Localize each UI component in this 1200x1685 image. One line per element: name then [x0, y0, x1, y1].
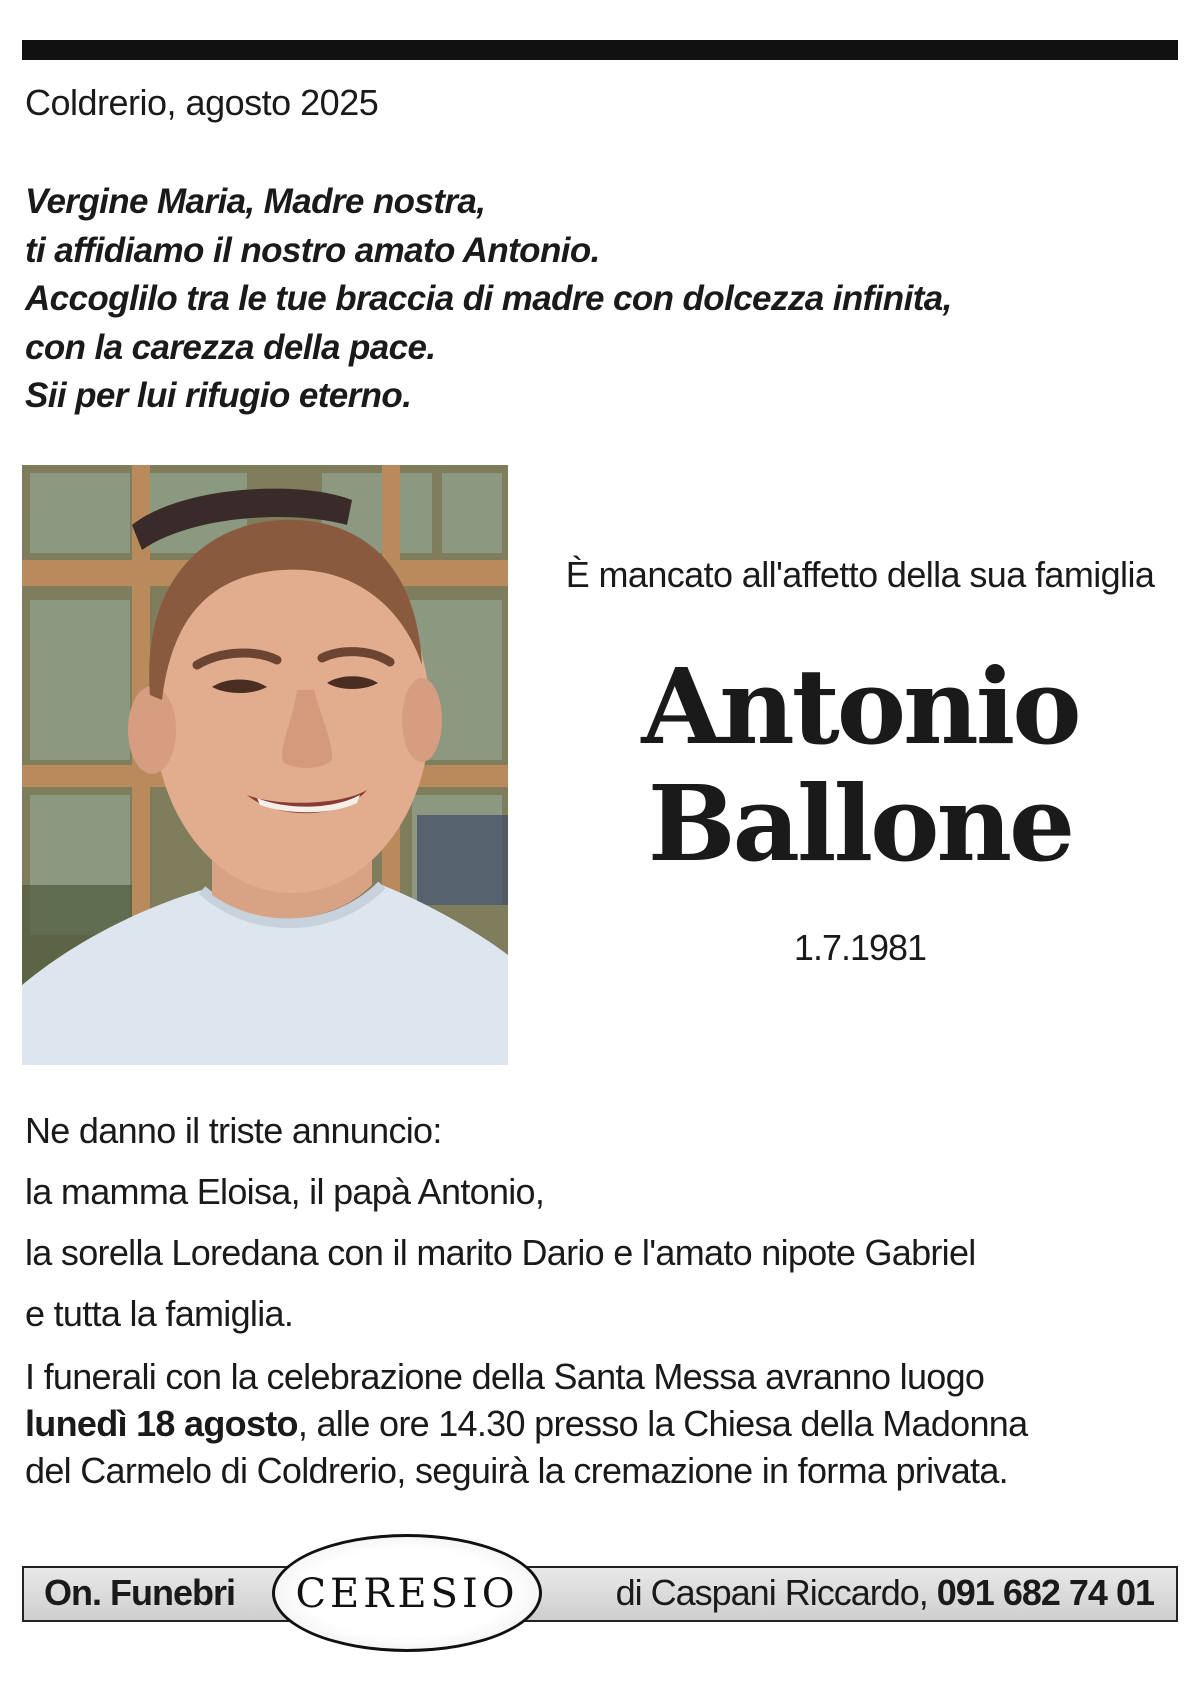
place-date: Coldrerio, agosto 2025: [25, 82, 379, 123]
funeral-date: lunedì 18 agosto: [25, 1403, 298, 1444]
deceased-first-name: Antonio: [641, 645, 1079, 768]
portrait-illustration: [22, 465, 508, 1065]
funeral-time-place: , alle ore 14.30 presso la Chiesa della Madonna: [297, 1403, 1028, 1444]
family-line: la mamma Eloisa, il papà Antonio,: [25, 1171, 545, 1212]
funeral-line: [25, 1400, 1027, 1447]
family-announcement: [25, 1110, 976, 1354]
prayer-line: con la carezza della pace.: [25, 327, 436, 367]
birth-date: 1.7.1981: [793, 927, 927, 968]
funeral-details: [25, 1353, 1027, 1494]
prayer-line: ti affidiamo il nostro amato Antonio.: [25, 230, 600, 270]
deceased-last-name: Ballone: [647, 762, 1073, 885]
portrait-photo: [22, 465, 508, 1065]
funeral-home-label: On. Funebri: [44, 1572, 235, 1613]
prayer-line: Sii per lui rifugio eterno.: [25, 376, 412, 415]
logo-text: CERESIO: [295, 1571, 519, 1617]
family-line: e tutta la famiglia.: [25, 1293, 294, 1334]
family-line: la sorella Loredana con il marito Dario e l'amato nipote Gabriel: [25, 1232, 976, 1273]
prayer-text: [25, 178, 952, 421]
ceresio-logo: [272, 1534, 542, 1652]
funeral-home-owner: di Caspani Riccardo,: [615, 1572, 937, 1613]
funeral-home-banner: [22, 1566, 1178, 1622]
funeral-line: del Carmelo di Coldrerio, seguirà la cremazione in forma privata.: [25, 1450, 1008, 1491]
prayer-line: Vergine Maria, Madre nostra,: [25, 182, 486, 221]
funeral-line: I funerali con la celebrazione della Santa Messa avranno luogo: [25, 1356, 985, 1397]
funeral-home-contact: [616, 1572, 1154, 1614]
prayer-line: Accoglilo tra le tue braccia di madre con dolcezza infinita,: [25, 279, 952, 318]
family-line: Ne danno il triste annuncio:: [25, 1110, 442, 1151]
announcement-intro: È mancato all'affetto della sua famiglia: [565, 554, 1155, 595]
top-rule: [22, 40, 1178, 60]
funeral-home-phone: 091 682 74 01: [936, 1572, 1154, 1613]
